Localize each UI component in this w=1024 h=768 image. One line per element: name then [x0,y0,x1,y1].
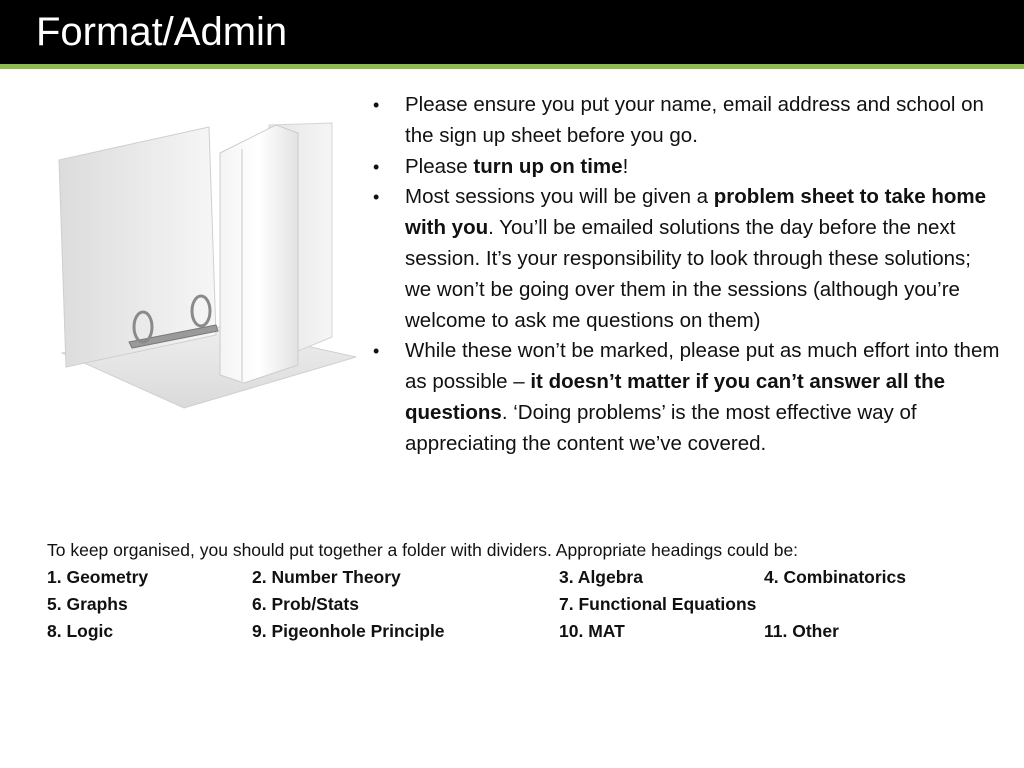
heading-item: 4. Combinatorics [764,567,906,587]
bullet-text: . You’ll be emailed solutions the day before the next session. It’s your responsibility to look through these solutions; we won’t be going over them in the sessions (although you’re welcome to ask me questions on them) [405,216,971,332]
bullet-dot-icon: • [373,95,380,115]
ring-binder-image [44,105,364,415]
bullet-dot-icon: • [373,341,380,362]
bullet-item [370,152,1000,183]
heading-item: 6. Prob/Stats [252,594,359,614]
bullet-item [370,336,1000,459]
heading-item: 7. Functional Equations [559,594,757,614]
heading-item: 10. MAT [559,621,625,641]
bullet-text: ! [622,154,629,178]
divider-headings [47,564,987,645]
slide-title: Format/Admin [36,10,288,54]
heading-item: 3. Algebra [559,567,643,587]
bullet-text: . ‘Doing problems’ is the most effective way of appreciating the content we’ve covered. [405,400,917,455]
bullet-text: Please ensure you put your name, email address and school on the sign up sheet before you go. [405,93,984,147]
bullet-text: Most sessions you will be given a [405,185,714,209]
bullet-item [370,90,1000,152]
heading-row [47,564,987,591]
heading-item: 9. Pigeonhole Principle [252,621,445,641]
folder-intro-text: To keep organised, you should put together a folder with dividers. Appropriate headings could be: [47,540,799,560]
bullet-text: While these won’t be marked, please put as much effort into them as possible – [405,339,1000,394]
bullet-text: Please [405,154,474,178]
bullet-emphasis: it doesn’t matter if you can’t answer all the questions [405,370,946,424]
bullet-dot-icon: • [373,156,380,177]
bullet-item [370,182,1000,336]
heading-item: 11. Other [764,621,839,641]
heading-item: 8. Logic [47,621,114,641]
heading-item: 2. Number Theory [252,567,401,587]
title-accent-line [0,64,1024,69]
heading-item: 1. Geometry [47,567,149,587]
heading-item: 5. Graphs [47,594,128,614]
bullet-dot-icon: • [373,187,380,208]
bullet-emphasis: turn up on time [473,154,623,178]
heading-row [47,591,987,618]
bullet-list [370,90,1000,460]
heading-row [47,618,987,645]
title-bar [0,0,1024,64]
bullet-emphasis: problem sheet to take home with you [405,185,987,240]
